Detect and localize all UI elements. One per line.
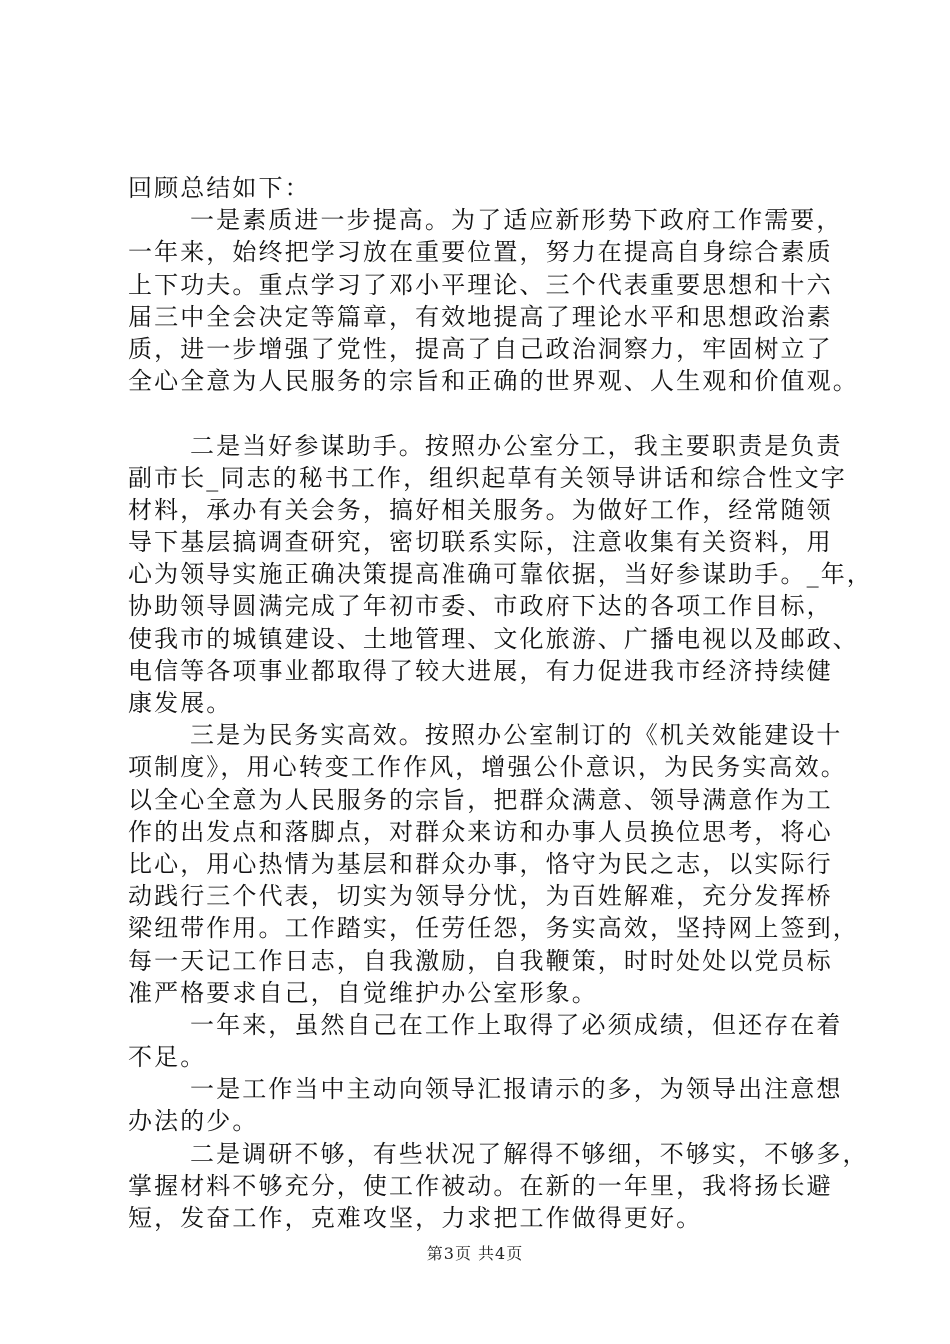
text-line: 副市长_同志的秘书工作，组织起草有关领导讲话和综合性文字 (128, 463, 847, 492)
text-line: 心为领导实施正确决策提高准确可靠依据，当好参谋助手。_年， (128, 560, 873, 589)
text-line: 比心，用心热情为基层和群众办事，恪守为民之志，以实际行 (128, 849, 833, 878)
blank-line (128, 397, 853, 429)
text-line: 回顾总结如下： (128, 174, 311, 202)
page-number-footer: 第3页 共4页 (426, 1244, 524, 1263)
text-line: 不足。 (128, 1043, 207, 1072)
text-line: 以全心全意为人民服务的宗旨，把群众满意、领导满意作为工 (128, 785, 833, 814)
text-line: 办法的少。 (128, 1107, 259, 1136)
document-body (128, 172, 873, 1234)
text-line: 协助领导圆满完成了年初市委、市政府下达的各项工作目标， (128, 592, 833, 621)
text-line: 掌握材料不够充分，使工作被动。在新的一年里，我将扬长避 (128, 1171, 833, 1200)
text-line: 全心全意为人民服务的宗旨和正确的世界观、人生观和价值观。 (128, 367, 859, 396)
text-line: 上下功夫。重点学习了邓小平理论、三个代表重要思想和十六 (128, 270, 833, 299)
text-line: 梁纽带作用。工作踏实，任劳任怨，务实高效，坚持网上签到， (128, 914, 859, 943)
paragraph-first-line: 二是调研不够，有些状况了解得不够细，不够实，不够多， (190, 1139, 869, 1168)
paragraph-first-line: 一是工作当中主动向领导汇报请示的多，为领导出注意想 (190, 1075, 843, 1104)
paragraph-first-line: 三是为民务实高效。按照办公室制订的《机关效能建设十 (190, 721, 843, 750)
text-line: 康发展。 (128, 689, 233, 717)
text-line: 届三中全会决定等篇章，有效地提高了理论水平和思想政治素 (128, 302, 833, 331)
paragraph-first-line: 一年来，虽然自己在工作上取得了必须成绩，但还存在着 (190, 1010, 843, 1039)
paragraph-first-line: 二是当好参谋助手。按照办公室分工，我主要职责是负责 (190, 431, 843, 460)
paragraph-first-line: 一是素质进一步提高。为了适应新形势下政府工作需要， (190, 206, 843, 235)
text-line: 每一天记工作日志，自我激励，自我鞭策，时时处处以党员标 (128, 946, 833, 975)
text-line: 作的出发点和落脚点，对群众来访和办事人员换位思考，将心 (128, 817, 833, 846)
text-line: 动践行三个代表，切实为领导分忧，为百姓解难，充分发挥桥 (128, 882, 833, 911)
text-line: 一年来，始终把学习放在重要位置，努力在提高自身综合素质 (128, 238, 833, 267)
text-line: 短，发奋工作，克难攻坚，力求把工作做得更好。 (128, 1204, 703, 1232)
text-line: 准严格要求自己，自觉维护办公室形象。 (128, 978, 598, 1007)
text-line: 项制度》，用心转变工作作风，增强公仆意识，为民务实高效。 (128, 753, 847, 782)
text-line: 质，进一步增强了党性，提高了自己政治洞察力，牢固树立了 (128, 334, 833, 363)
text-line: 导下基层搞调查研究，密切联系实际，注意收集有关资料，用 (128, 528, 833, 557)
text-line: 使我市的城镇建设、土地管理、文化旅游、广播电视以及邮政、 (128, 624, 859, 653)
text-line: 材料，承办有关会务，搞好相关服务。为做好工作，经常随领 (128, 495, 833, 524)
text-line: 电信等各项事业都取得了较大进展，有力促进我市经济持续健 (128, 656, 833, 685)
